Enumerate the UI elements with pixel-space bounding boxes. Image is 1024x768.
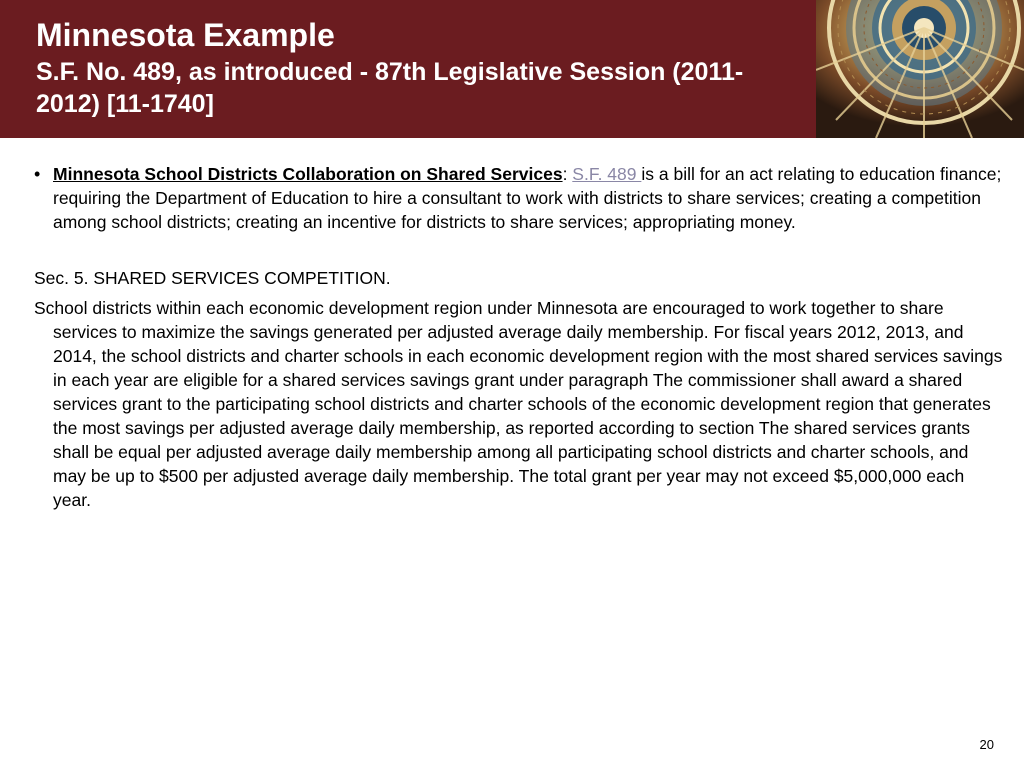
- bullet-body: is a bill for an act relating to education finance; requiring the Department of Education to hire a consultant to work with districts to share services; creating a competition among school districts; creating an incentive for districts to share services; appropriating money.: [53, 164, 1002, 232]
- slide-title: Minnesota Example: [36, 17, 335, 53]
- slide-content: [34, 162, 1004, 512]
- slide-subtitle: S.F. No. 489, as introduced - 87th Legislative Session (2011-2012) [11-1740]: [36, 58, 744, 118]
- bullet-dot-icon: •: [34, 164, 41, 184]
- bullet-colon: :: [562, 164, 573, 184]
- slide-header: [0, 0, 1024, 138]
- capitol-dome-image: [816, 0, 1024, 138]
- section-paragraph: School districts within each economic development region under Minnesota are encouraged to work together to share services to maximize the savings generated per adjusted average daily membership. For fiscal years 2012, 2013, and 2014, the school districts and charter schools in each economic development region with the most shared services savings in each year are eligible for a shared services savings grant under paragraph The commissioner shall award a shared services grant to the participating school districts and charter schools of the economic development region that generates the most savings per adjusted average daily membership, as reported according to section The shared services grants shall be equal per adjusted average daily membership among all participating school districts and charter schools, and may be up to $500 per adjusted average daily membership. The total grant per year may not exceed $5,000,000 each year.: [34, 298, 1003, 510]
- bullet-title: Minnesota School Districts Collaboration on Shared Services: [53, 164, 563, 184]
- page-number: 20: [979, 737, 994, 752]
- section-heading: Sec. 5. SHARED SERVICES COMPETITION.: [34, 268, 391, 288]
- capitol-dome-illustration: [816, 0, 1024, 138]
- title-block: [36, 16, 806, 120]
- sf489-link[interactable]: S.F. 489: [572, 164, 642, 184]
- bullet-item: [34, 162, 1004, 234]
